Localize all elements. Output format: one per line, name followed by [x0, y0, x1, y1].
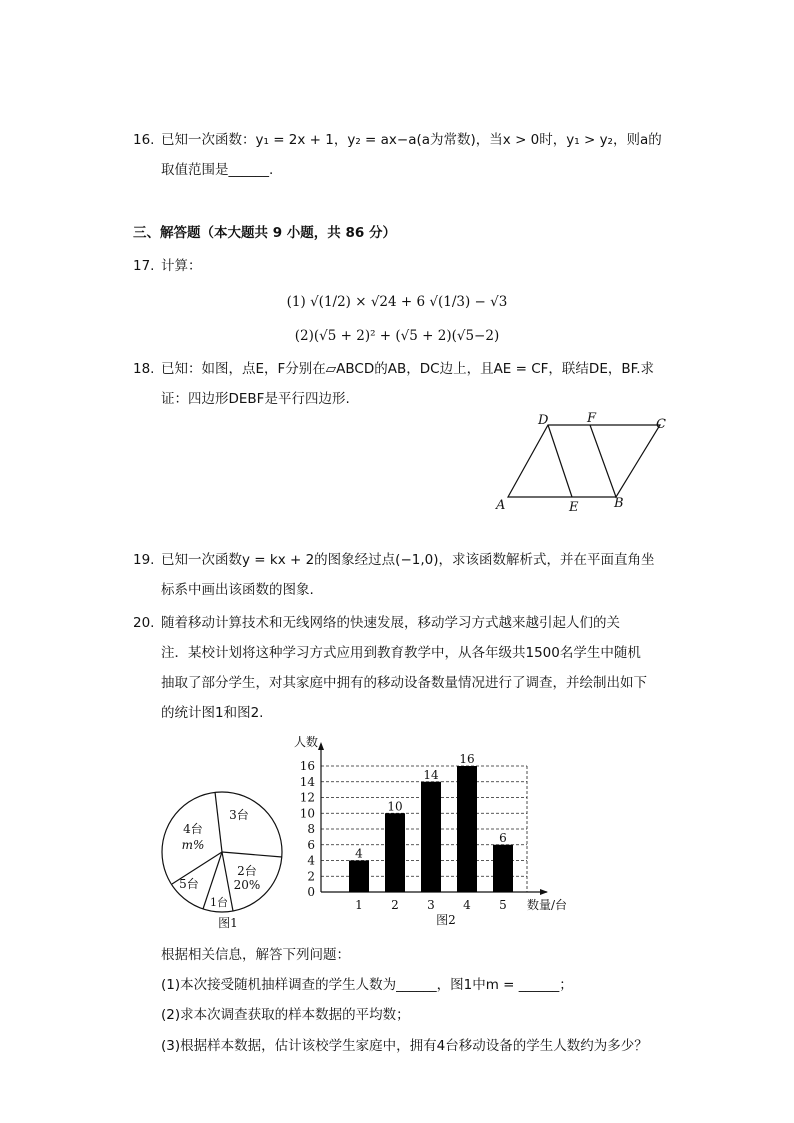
q17-label: 计算：	[161, 258, 202, 274]
q18-line1: 已知：如图，点E，F分别在▱ABCD的AB，DC边上，且AE = CF，联结DE，BF.求	[161, 361, 654, 377]
q17-number: 17.	[133, 258, 155, 274]
bar-value-label: 14	[423, 767, 439, 782]
q20-sub1: (1)本次接受随机抽样调查的学生人数为______，图1中m = ______；	[161, 977, 573, 993]
q17-expr2: (2)(√5 + 2)² + (√5 + 2)(√5−2)	[294, 328, 500, 344]
pie-label-4: 4台	[183, 822, 203, 836]
q18-number: 18.	[133, 361, 155, 377]
y-tick-label: 8	[307, 822, 315, 836]
y-tick-label: 14	[299, 774, 315, 789]
q20-line1: 随着移动计算技术和无线网络的快速发展，移动学习方式越来越引起人们的关	[161, 615, 620, 631]
q20-sub3: (3)根据样本数据，估计该校学生家庭中，拥有4台移动设备的学生人数约为多少？	[161, 1038, 648, 1054]
q16-line2: 取值范围是______.	[161, 162, 274, 178]
y-tick-label: 10	[299, 806, 315, 821]
pie-label-20: 20%	[233, 878, 261, 892]
q19-number: 19.	[133, 552, 155, 568]
q19-line2: 标系中画出该函数的图象.	[161, 582, 314, 598]
pie-label-3: 3台	[229, 808, 249, 822]
segment-bf	[590, 425, 616, 497]
bar-4	[457, 766, 477, 892]
x-tick-label: 2	[391, 898, 399, 912]
y-axis-label: 人数	[294, 735, 319, 749]
x-tick-label: 1	[355, 898, 363, 912]
pie-label-m: m%	[181, 838, 205, 852]
bar-5	[493, 845, 513, 892]
q20-prompt: 根据相关信息，解答下列问题：	[161, 947, 350, 963]
q20-line4: 的统计图1和图2.	[161, 705, 264, 721]
q17-expr1: (1) √(1/2) × √24 + 6 √(1/3) − √3	[286, 294, 508, 310]
bar-value-label: 6	[499, 830, 507, 845]
y-tick-label: 16	[299, 759, 315, 773]
q20-line2: 注．某校计划将这种学习方式应用到教育教学中，从各年级共1500名学生中随机	[161, 645, 641, 661]
q19-line1: 已知一次函数y = kx + 2的图象经过点(−1,0)，求该函数解析式，并在平面直角坐	[161, 552, 655, 568]
bar-3	[421, 782, 441, 892]
q20-sub2: (2)求本次调查获取的样本数据的平均数；	[161, 1007, 410, 1023]
parallelogram-abcd	[508, 425, 660, 497]
x-tick-label: 3	[427, 898, 435, 912]
pie-figure	[155, 785, 295, 935]
bar-2	[385, 813, 405, 892]
bar-1	[349, 861, 369, 893]
q20-number: 20.	[133, 615, 155, 631]
label-c: C	[656, 417, 666, 432]
section-title: 三、解答题（本大题共 9 小题，共 86 分）	[133, 225, 396, 241]
pie-divider-top	[215, 792, 222, 852]
segment-de	[548, 425, 572, 497]
x-tick-label: 5	[499, 898, 507, 912]
y-tick-label: 4	[307, 853, 315, 868]
x-axis-label: 数量/台	[527, 898, 568, 912]
bar-value-label: 4	[355, 846, 363, 861]
x-axis-arrow	[540, 889, 548, 895]
pie-label-5: 5台	[179, 877, 199, 891]
y-axis-arrow	[318, 742, 324, 750]
y-tick-label: 12	[299, 790, 315, 805]
q20-line3: 抽取了部分学生，对其家庭中拥有的移动设备数量情况进行了调查，并绘制出如下	[161, 675, 647, 691]
label-a: A	[496, 498, 506, 513]
pie-label-1: 1台	[210, 896, 228, 909]
pie-divider-right	[222, 852, 282, 857]
parallelogram-figure	[490, 405, 680, 515]
label-e: E	[569, 500, 579, 515]
label-f: F	[587, 411, 597, 426]
x-tick-label: 4	[463, 898, 471, 912]
pie-label-2: 2台	[237, 864, 257, 878]
q16-line1: 已知一次函数：y₁ = 2x + 1，y₂ = ax−a(a为常数)，当x > 0时，y₁ > y₂，则a的	[161, 132, 662, 148]
label-d: D	[538, 413, 549, 428]
y-tick-label: 2	[307, 869, 315, 884]
bar-value-label: 10	[387, 799, 403, 814]
q18-line2: 证：四边形DEBF是平行四边形.	[161, 391, 350, 407]
q16-number: 16.	[133, 132, 155, 148]
y-tick-label: 0	[307, 885, 315, 899]
label-b: B	[614, 496, 624, 511]
bar-value-label: 16	[459, 752, 475, 766]
figure2-caption: 图2	[436, 913, 456, 927]
figure1-caption: 图1	[218, 916, 238, 930]
bar-chart	[285, 730, 585, 930]
y-tick-label: 6	[307, 837, 315, 852]
